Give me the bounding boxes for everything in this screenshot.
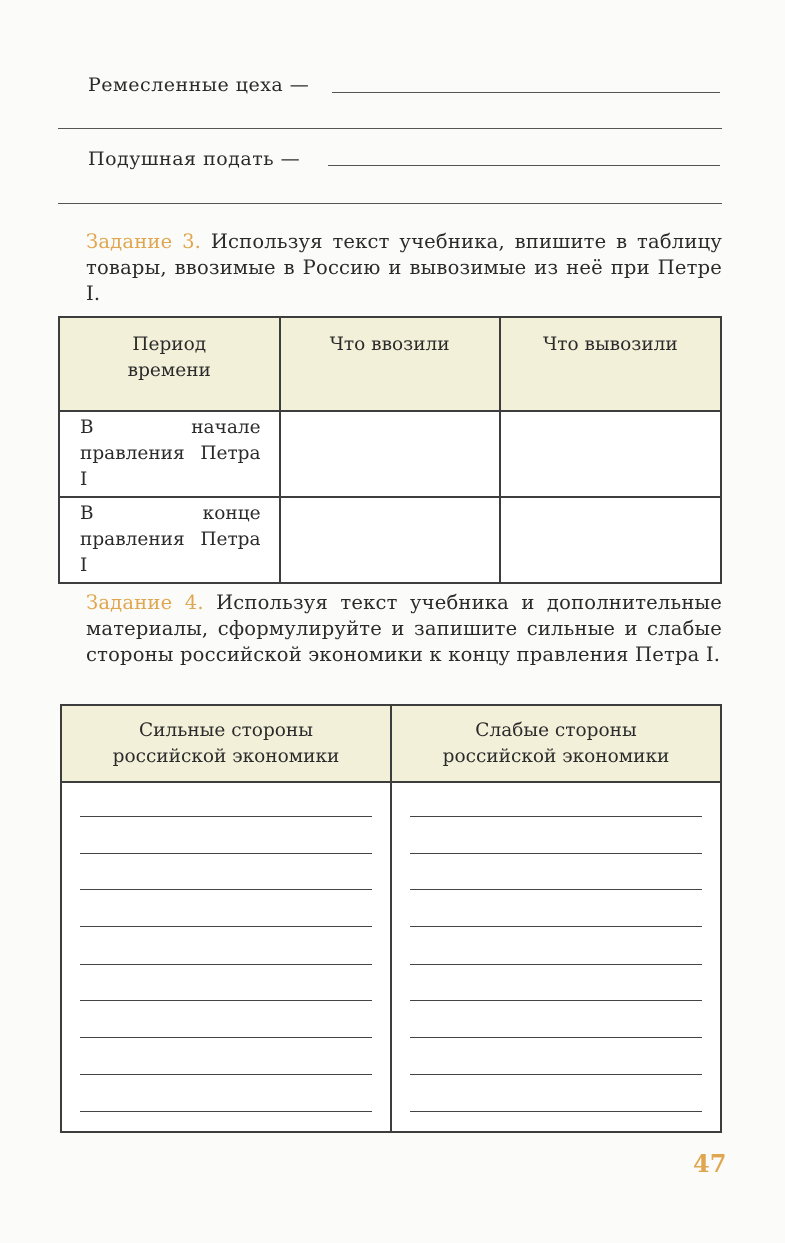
table-header-row bbox=[59, 317, 721, 411]
writing-line[interactable] bbox=[80, 926, 372, 927]
term-1-answer-line-2[interactable] bbox=[58, 128, 722, 129]
strengths-weaknesses-table bbox=[60, 704, 722, 1133]
writing-line[interactable] bbox=[410, 889, 702, 890]
task-3-instruction bbox=[86, 229, 722, 307]
term-2-answer-line[interactable] bbox=[328, 165, 720, 166]
header-period: Период времени bbox=[59, 317, 280, 411]
imports-exports-table bbox=[58, 316, 722, 584]
weaknesses-answer-area[interactable] bbox=[391, 782, 721, 1132]
header-strengths: Сильные стороны российской экономики bbox=[61, 705, 391, 782]
table-row bbox=[61, 782, 721, 1132]
term-1-answer-line[interactable] bbox=[332, 92, 720, 93]
cell-start-exports[interactable] bbox=[500, 411, 721, 497]
term-2-label: Подушная подать — bbox=[88, 148, 301, 170]
writing-line[interactable] bbox=[410, 1111, 702, 1112]
term-1-label: Ремесленные цеха — bbox=[88, 74, 310, 96]
header-imports: Что ввозили bbox=[280, 317, 500, 411]
row-end-of-reign: В конце правления Петра I bbox=[59, 497, 280, 583]
writing-line[interactable] bbox=[410, 964, 702, 965]
table-header-row bbox=[61, 705, 721, 782]
writing-line[interactable] bbox=[410, 853, 702, 854]
task-4-text: Используя текст учебника и дополнительные материалы, сформулируйте и запишите сильные и слабые стороны российской экономики к концу правления Петра I. bbox=[86, 591, 722, 666]
writing-line[interactable] bbox=[80, 1037, 372, 1038]
cell-start-imports[interactable] bbox=[280, 411, 500, 497]
row-start-of-reign: В начале правления Петра I bbox=[59, 411, 280, 497]
writing-line[interactable] bbox=[80, 1074, 372, 1075]
writing-line[interactable] bbox=[410, 926, 702, 927]
table-row bbox=[59, 497, 721, 583]
task-3-label: Задание 3. bbox=[86, 230, 202, 253]
page-number: 47 bbox=[693, 1149, 727, 1178]
writing-line[interactable] bbox=[80, 816, 372, 817]
writing-line[interactable] bbox=[410, 1000, 702, 1001]
writing-line[interactable] bbox=[80, 1111, 372, 1112]
writing-line[interactable] bbox=[80, 964, 372, 965]
writing-line[interactable] bbox=[410, 1074, 702, 1075]
writing-line[interactable] bbox=[80, 853, 372, 854]
strengths-answer-area[interactable] bbox=[61, 782, 391, 1132]
cell-end-imports[interactable] bbox=[280, 497, 500, 583]
table-row bbox=[59, 411, 721, 497]
writing-line[interactable] bbox=[410, 816, 702, 817]
header-exports: Что вывозили bbox=[500, 317, 721, 411]
task-4-label: Задание 4. bbox=[86, 591, 204, 614]
term-2-answer-line-2[interactable] bbox=[58, 203, 722, 204]
header-weaknesses: Слабые стороны российской экономики bbox=[391, 705, 721, 782]
writing-line[interactable] bbox=[80, 889, 372, 890]
cell-end-exports[interactable] bbox=[500, 497, 721, 583]
task-4-instruction bbox=[86, 590, 722, 668]
task-3-text: Используя текст учебника, впишите в таблицу товары, ввозимые в Россию и вывозимые из неё при Петре I. bbox=[86, 230, 723, 305]
writing-line[interactable] bbox=[80, 1000, 372, 1001]
writing-line[interactable] bbox=[410, 1037, 702, 1038]
